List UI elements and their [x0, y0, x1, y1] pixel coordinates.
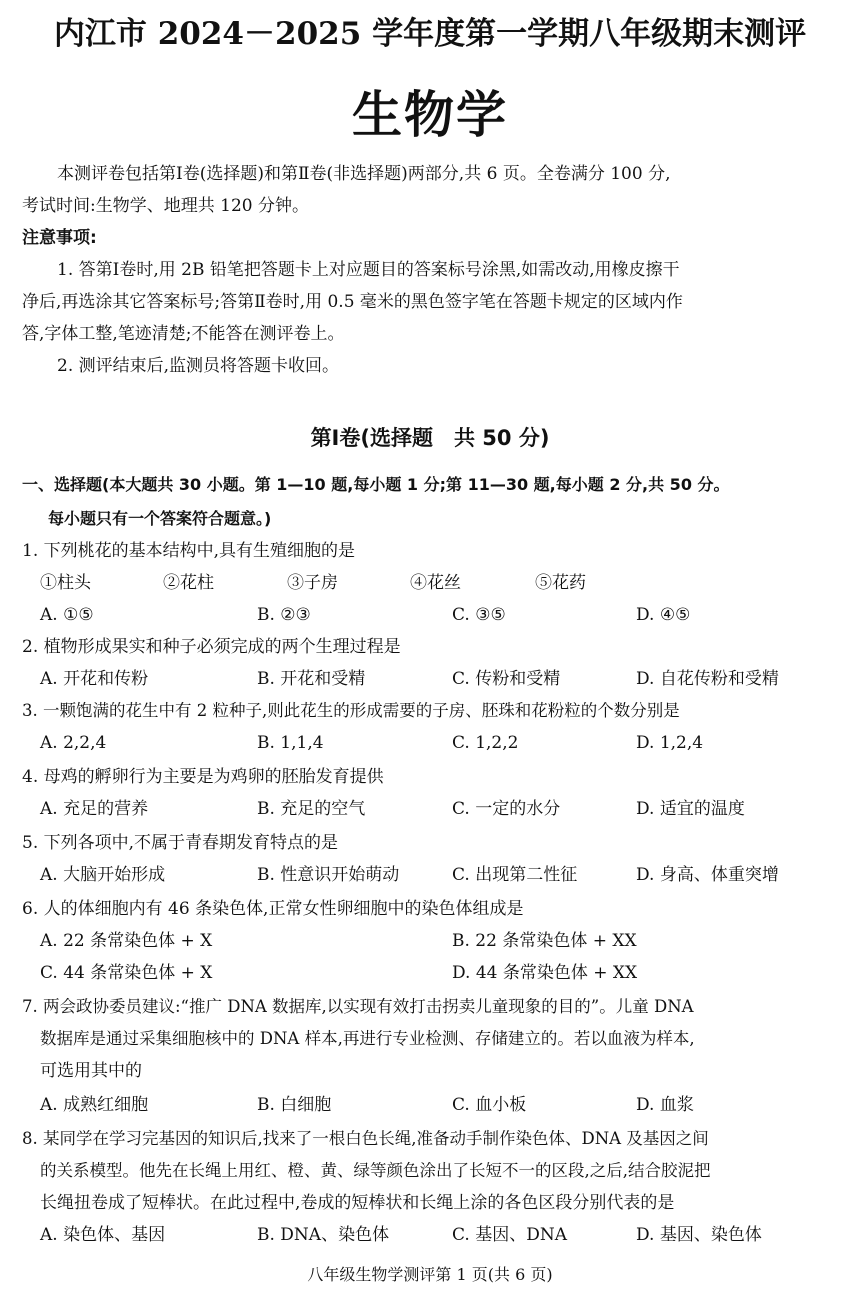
question-6-stem: 6. 人的体细胞内有 46 条染色体,正常女性卵细胞中的染色体组成是: [22, 899, 524, 919]
question-3-option-d: D. 1,2,4: [636, 733, 704, 753]
question-7-option-d: D. 血浆: [636, 1095, 694, 1115]
question-1-option-c: C. ③⑤: [452, 605, 506, 625]
note-2: 2. 测评结束后,监测员将答题卡收回。: [57, 356, 340, 376]
question-4-stem: 4. 母鸡的孵卵行为主要是为鸡卵的胚胎发育提供: [22, 767, 384, 787]
question-1-item: ①柱头: [40, 573, 91, 593]
question-4-option-c: C. 一定的水分: [452, 799, 561, 819]
question-3-option-c: C. 1,2,2: [452, 733, 519, 753]
notes-heading: 注意事项:: [22, 228, 97, 248]
question-4-option-a: A. 充足的营养: [40, 799, 149, 819]
question-1-item: ④花丝: [410, 573, 461, 593]
question-6-option-d: D. 44 条常染色体 + XX: [452, 963, 638, 983]
question-2-stem: 2. 植物形成果实和种子必须完成的两个生理过程是: [22, 637, 401, 657]
section-instruction-line-1: 一、选择题(本大题共 30 小题。第 1—10 题,每小题 1 分;第 11—30 题,每小题 2 分,共 50 分。: [22, 475, 730, 494]
question-2-option-d: D. 自花传粉和受精: [636, 669, 779, 689]
question-7-line-3: 可选用其中的: [40, 1061, 142, 1081]
note-1-line-2: 净后,再选涂其它答案标号;答第Ⅱ卷时,用 0.5 毫米的黑色签字笔在答题卡规定的区域内作: [22, 292, 683, 312]
question-3-option-a: A. 2,2,4: [40, 733, 107, 753]
subject-title: 生物学: [352, 86, 508, 144]
question-1-item: ③子房: [287, 573, 338, 593]
question-5-option-c: C. 出现第二性征: [452, 865, 578, 885]
intro-line-2: 考试时间:生物学、地理共 120 分钟。: [22, 196, 309, 216]
question-5-option-a: A. 大脑开始形成: [40, 865, 166, 885]
question-6-option-b: B. 22 条常染色体 + XX: [452, 931, 637, 951]
question-5-option-d: D. 身高、体重突增: [636, 865, 779, 885]
question-8-line-3: 长绳扭卷成了短棒状。在此过程中,卷成的短棒状和长绳上涂的各色区段分别代表的是: [40, 1193, 675, 1213]
question-8-option-d: D. 基因、染色体: [636, 1225, 762, 1245]
question-8-option-a: A. 染色体、基因: [40, 1225, 166, 1245]
question-6-option-c: C. 44 条常染色体 + X: [40, 963, 213, 983]
question-1-option-d: D. ④⑤: [636, 605, 691, 625]
question-6-option-a: A. 22 条常染色体 + X: [40, 931, 213, 951]
question-7-option-b: B. 白细胞: [257, 1095, 332, 1115]
question-7-line-1: 7. 两会政协委员建议:“推广 DNA 数据库,以实现有效打击拐卖儿童现象的目的”。儿童 DNA: [22, 997, 694, 1016]
note-1-line-1: 1. 答第Ⅰ卷时,用 2B 铅笔把答题卡上对应题目的答案标号涂黑,如需改动,用橡皮擦干: [57, 260, 680, 280]
section-title: 第Ⅰ卷(选择题 共 50 分): [310, 426, 550, 450]
section-instruction-line-2: 每小题只有一个答案符合题意。): [48, 509, 272, 528]
page-footer: 八年级生物学测评第 1 页(共 6 页): [307, 1265, 553, 1284]
question-1-option-b: B. ②③: [257, 605, 311, 625]
question-4-option-b: B. 充足的空气: [257, 799, 366, 819]
intro-line-1: 本测评卷包括第Ⅰ卷(选择题)和第Ⅱ卷(非选择题)两部分,共 6 页。全卷满分 100 分,: [57, 164, 671, 184]
question-2-option-b: B. 开花和受精: [257, 669, 366, 689]
question-8-line-1: 8. 某同学在学习完基因的知识后,找来了一根白色长绳,准备动手制作染色体、DNA 及基因之间: [22, 1129, 709, 1148]
question-8-line-2: 的关系模型。他先在长绳上用红、橙、黄、绿等颜色涂出了长短不一的区段,之后,结合胶泥把: [40, 1161, 711, 1180]
question-8-option-b: B. DNA、染色体: [257, 1225, 390, 1245]
question-1-option-a: A. ①⑤: [40, 605, 94, 625]
note-1-line-3: 答,字体工整,笔迹清楚;不能答在测评卷上。: [22, 324, 345, 344]
question-8-option-c: C. 基因、DNA: [452, 1225, 567, 1245]
exam-title: 内江市 2024－2025 学年度第一学期八年级期末测评: [53, 16, 807, 52]
question-1-stem: 1. 下列桃花的基本结构中,具有生殖细胞的是: [22, 541, 356, 561]
question-3-option-b: B. 1,1,4: [257, 733, 324, 753]
question-7-line-2: 数据库是通过采集细胞核中的 DNA 样本,再进行专业检测、存储建立的。若以血液为样本,: [40, 1029, 695, 1048]
question-3-stem: 3. 一颗饱满的花生中有 2 粒种子,则此花生的形成需要的子房、胚珠和花粉粒的个数分别是: [22, 701, 680, 720]
question-7-option-a: A. 成熟红细胞: [40, 1095, 149, 1115]
question-2-option-a: A. 开花和传粉: [40, 669, 149, 689]
question-5-stem: 5. 下列各项中,不属于青春期发育特点的是: [22, 833, 339, 853]
question-4-option-d: D. 适宜的温度: [636, 799, 745, 819]
question-1-item: ⑤花药: [535, 573, 586, 593]
question-1-item: ②花柱: [163, 573, 214, 593]
question-5-option-b: B. 性意识开始萌动: [257, 865, 400, 885]
question-7-option-c: C. 血小板: [452, 1095, 527, 1115]
question-2-option-c: C. 传粉和受精: [452, 669, 561, 689]
